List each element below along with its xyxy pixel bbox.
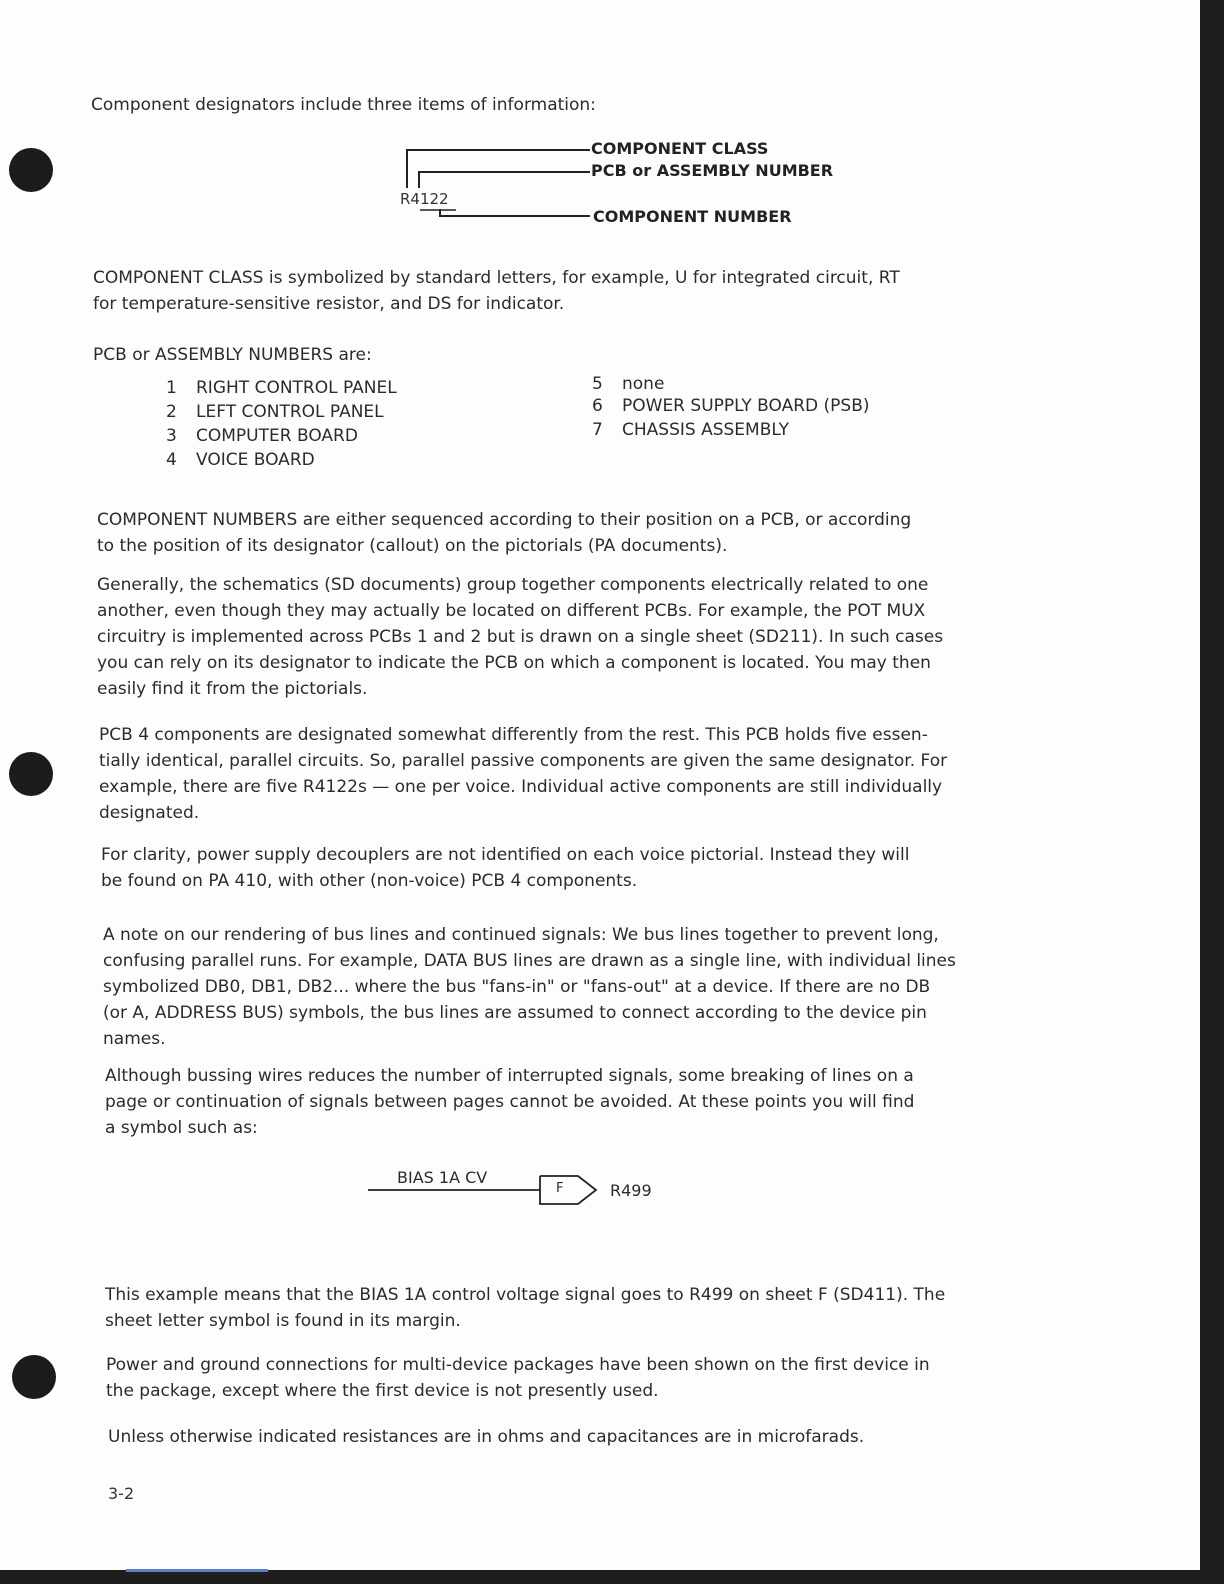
page-number: 3-2 [108, 1484, 135, 1503]
pcb-list-item: 1 RIGHT CONTROL PANEL [166, 378, 397, 398]
pcb-list-item: 7 CHASSIS ASSEMBLY [592, 420, 789, 440]
power-ground-paragraph: Power and ground connections for multi-device packages have been shown on the first device in the package, except where the first device is not presently used. [106, 1355, 930, 1401]
units-paragraph: Unless otherwise indicated resistances are in ohms and capacitances are in microfarads. [108, 1427, 865, 1447]
symbol-target: R499 [610, 1181, 652, 1200]
pcb-list-item: 2 LEFT CONTROL PANEL [166, 402, 384, 422]
pcb-list-item: 6 POWER SUPPLY BOARD (PSB) [592, 396, 870, 416]
schematics-paragraph: Generally, the schematics (SD documents) group together components electrically related to one another, even though they may actually be located on different PCBs. For example, the POT MUX circuitry is implemented across PCBs 1 and 2 but is drawn on a single sheet (SD211). In such cases you can rely on its designator to indicate the PCB on which a component is located. You may then easily find it from the pictorials. [97, 575, 944, 699]
pcb-list-item: 3 COMPUTER BOARD [166, 426, 358, 446]
label-component-number: COMPONENT NUMBER [593, 207, 792, 226]
bus-lines-paragraph: A note on our rendering of bus lines and continued signals: We bus lines together to prevent long, confusing parallel runs. For example, DATA BUS lines are drawn as a single line, with individual lines symbolized DB0, DB1, DB2... where the bus "fans-in" or "fans-out" at a device. If there are no DB (or A, ADDRESS BUS) symbols, the bus lines are assumed to connect according to the device pin names. [103, 925, 956, 1049]
pcb-numbers-intro: PCB or ASSEMBLY NUMBERS are: [93, 345, 372, 365]
component-numbers-paragraph: COMPONENT NUMBERS are either sequenced according to their position on a PCB, or according to the position of its designator (callout) on the pictorials (PA documents). [97, 510, 912, 556]
example-meaning-paragraph: This example means that the BIAS 1A control voltage signal goes to R499 on sheet F (SD411). The sheet letter symbol is found in its margin. [105, 1285, 946, 1331]
label-component-class: COMPONENT CLASS [591, 139, 769, 158]
designator-example: R4122 [400, 190, 449, 208]
symbol-sheet-letter: F [556, 1181, 564, 1196]
intro-text: Component designators include three items of information: [91, 95, 596, 115]
pcb-list-item: 5 none [592, 374, 665, 394]
bussing-paragraph: Although bussing wires reduces the number of interrupted signals, some breaking of lines on a page or continuation of signals between pages cannot be avoided. At these points you will find a symbol such as: [105, 1066, 915, 1138]
symbol-signal-name: BIAS 1A CV [397, 1168, 488, 1187]
label-pcb-assembly-number: PCB or ASSEMBLY NUMBER [591, 161, 834, 180]
pcb4-paragraph: PCB 4 components are designated somewhat differently from the rest. This PCB holds five essen- tially identical, parallel circuits. So, parallel passive components are given the same designator. For example, there are five R4122s — one per voice. Individual active components are still individually designated. [99, 725, 948, 823]
decouplers-paragraph: For clarity, power supply decouplers are not identified on each voice pictorial. Instead they will be found on PA 410, with other (non-voice) PCB 4 components. [101, 845, 910, 891]
pcb-list-item: 4 VOICE BOARD [166, 450, 315, 470]
component-class-paragraph: COMPONENT CLASS is symbolized by standard letters, for example, U for integrated circuit, RT for temperature-sensitive resistor, and DS for indicator. [93, 268, 900, 314]
